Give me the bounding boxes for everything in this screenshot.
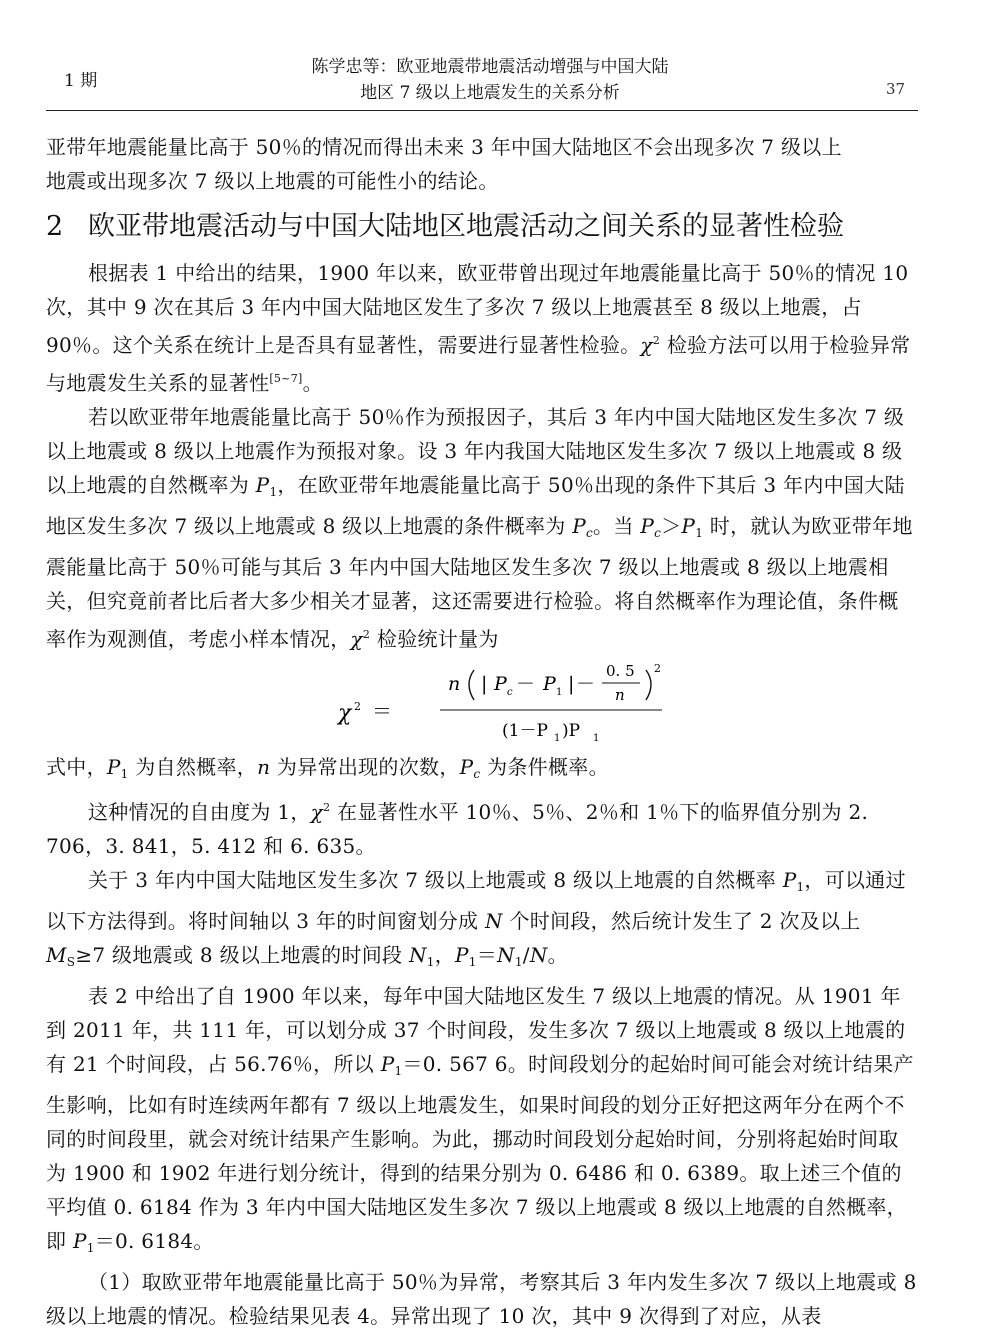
formula-Pc: P (494, 673, 507, 695)
header-rule (46, 110, 918, 111)
text-run: ≥7 级地震或 8 级以上地震的时间段 (75, 943, 409, 967)
formula-paren-open (469, 670, 474, 700)
running-title (210, 54, 770, 106)
text-run: （1）取欧亚带年地震能量比高于 50％为异常，考察其后 3 年内发生多次 7 级以上地震或 8 级以上地震的情况。检验结果见表 4。异常出现了 10 次，其中 9 次得到了对应，从表 (46, 1270, 917, 1328)
formula-den-sub2: 1 (593, 733, 600, 744)
formula-chi: χ (338, 701, 352, 726)
text-run: 。当 (593, 514, 641, 538)
greater-than: ＞ (661, 514, 682, 538)
chi-square-formula (46, 656, 918, 750)
section-title: 欧亚带地震活动与中国大陆地区地震活动之间关系的显著性检验 (88, 211, 844, 242)
citation-ref: [5~7] (269, 372, 303, 385)
subscript: c (654, 526, 662, 540)
symbol-P: P (455, 943, 469, 967)
chi-symbol: χ (350, 627, 363, 651)
text-run: 表 2 中给出了自 1900 年以来，每年中国大陆地区发生 7 级以上地震的情况。从 1901 年到 2011 年，共 111 年，可以划分成 37 个时间段，发生多次 7 级以上地震或 8 级以上地震的有 21 个时间段，占 56.76％，所以 (46, 984, 906, 1076)
paragraph-critical-values (46, 791, 918, 863)
subscript: 1 (120, 767, 129, 781)
formula-den-sub1: 1 (554, 733, 561, 744)
symbol-P: P (380, 1052, 395, 1076)
symbol-P: P (572, 514, 587, 538)
symbol-P: P (72, 1229, 87, 1253)
text-run: 若以欧亚带年地震能量比高于 50％作为预报因子，其后 3 年内中国大陆地区发生多次 7 级以上地震或 8 级以上地震作为预报对象。设 3 年内我国大陆地区发生多次 7 级以上地震或 8 级以上地震的自然概率为 (46, 405, 905, 497)
text-run: 式中， (46, 755, 107, 779)
text-run: 关于 3 年内中国大陆地区发生多次 7 级以上地震或 8 级以上地震的自然概率 (88, 868, 783, 892)
symbol-N: N (497, 943, 515, 967)
text-run: / (522, 943, 530, 967)
intro-paragraph (46, 130, 918, 198)
text-run: 检验方法可以用于检验异常与地震发生关系的显著性 (46, 333, 911, 395)
text-run: ，在欧亚带年地震能量比高于 50％出现的条件下其后 3 年内中国大陆地区发生多次 7 级以上地震或 8 级以上地震的条件概率为 (46, 473, 905, 538)
chi-symbol: χ (640, 333, 653, 357)
formula-denominator: (1－P (502, 721, 548, 741)
text-run: 为异常出现的次数， (270, 755, 460, 779)
text-run: ＝ (476, 943, 498, 967)
section-heading (46, 206, 918, 248)
paragraph-prediction-factor (46, 400, 918, 656)
text-run: 为自然概率， (128, 755, 258, 779)
subscript: 1 (468, 955, 477, 969)
symbol-P: P (782, 868, 797, 892)
superscript: 2 (362, 628, 371, 641)
symbol-P: P (255, 473, 270, 497)
text-run: 。 (547, 943, 568, 967)
text-run: ＝0. 6184。 (94, 1229, 214, 1253)
paragraph-table2-statistics (46, 979, 918, 1265)
intro-line-2: 地震或出现多次 7 级以上地震的可能性小的结论。 (46, 169, 499, 193)
subscript: 1 (695, 526, 704, 540)
running-title-line1: 陈学忠等：欧亚地震带地震活动增强与中国大陆 (311, 57, 669, 77)
text-run: ， (434, 943, 456, 967)
symbol-P: P (106, 755, 121, 779)
formula-abs-open: | (481, 673, 488, 695)
subscript: c (473, 767, 481, 781)
chi-symbol: χ (310, 800, 324, 824)
text-run: 。 (302, 371, 323, 395)
subscript: c (586, 526, 594, 540)
text-run: 检验统计量为 (370, 627, 499, 651)
subscript: 1 (796, 880, 805, 894)
paragraph-chi-square-intro (46, 256, 918, 400)
symbol-N: N (485, 909, 503, 933)
text-run: 个时间段，然后统计发生了 2 次及以上 (502, 909, 861, 933)
journal-issue: 1 期 (64, 71, 98, 91)
subscript: 1 (426, 955, 435, 969)
intro-line-1: 亚带年地震能量比高于 50％的情况而得出未来 3 年中国大陆地区不会出现多次 7 级以上 (46, 135, 842, 159)
article-body (46, 130, 918, 1333)
symbol-M: M (46, 943, 67, 967)
symbol-N: N (529, 943, 548, 967)
formula-minus-1: － (516, 673, 536, 695)
subscript: 1 (86, 1241, 95, 1255)
symbol-P: P (640, 514, 655, 538)
symbol-P: P (459, 755, 474, 779)
formula-minus-2: － (576, 673, 596, 695)
formula-chi-sup: 2 (354, 700, 361, 713)
text-run: ＝0. 567 6。时间段划分的起始时间可能会对统计结果产生影响，比如有时连续两年都有 7 级以上地震发生，如果时间段的划分正好把这两年分在两个不同的时间段里，就会对统计结果产生影响。为此，挪动时间段划分起始时间，分别将起始时间取为 1900 和 1902 年进行划分统计，得到的结果分别为 0. 6486 和 0. 6389。取上述三个值的平均值 0. 6184 作为 3 年内中国大陆地区发生多次 7 级以上地震或 8 级以上地震的自然概率，即 (46, 1052, 914, 1253)
subscript: 1 (514, 955, 523, 969)
symbol-n: n (257, 755, 271, 779)
formula-equals: ＝ (372, 699, 392, 723)
formula-P1: P (543, 673, 556, 695)
formula-paren-close (646, 670, 651, 700)
text-run: 根据表 1 中给出的结果，1900 年以来，欧亚带曾出现过年地震能量比高于 50％的情况 10 次，其中 9 次在其后 3 年内中国大陆地区发生了多次 7 级以上地震甚至 8 级以上地震，占 90％。这个关系在统计上是否具有显著性，需要进行显著性检验。 (46, 261, 909, 357)
superscript: 2 (323, 801, 331, 814)
formula-abs-close: | (568, 673, 575, 695)
paragraph-test-case-1 (46, 1265, 918, 1333)
symbol-P: P (681, 514, 696, 538)
symbol-N: N (408, 943, 427, 967)
text-run: 在显著性水平 10％、5％、2％和 1％下的临界值分别为 2. 706，3. 841，5. 412 和 6. 635。 (46, 800, 869, 858)
formula-half: 0. 5 (606, 662, 635, 680)
text-run: 这种情况的自由度为 1， (88, 800, 311, 824)
section-number: 2 (46, 211, 64, 242)
formula-graphic (336, 656, 676, 750)
paragraph-formula-legend (46, 750, 918, 791)
formula-denominator-tail: )P (562, 721, 581, 741)
formula-n: n (448, 673, 461, 695)
text-run: ，可以通过以下方法得到。将时间轴以 3 年的时间窗划分成 (46, 868, 906, 933)
text-run: 为条件概率。 (480, 755, 609, 779)
formula-P1-sub: 1 (556, 687, 563, 698)
formula-inner-n: n (615, 686, 625, 704)
subscript: 1 (394, 1064, 403, 1078)
formula-square: 2 (654, 662, 661, 675)
paragraph-natural-probability (46, 863, 918, 979)
subscript: 1 (269, 485, 278, 499)
running-title-line2: 地区 7 级以上地震发生的关系分析 (360, 83, 620, 103)
page-number: 37 (886, 80, 906, 98)
text-run: 时，就认为欧亚带年地震能量比高于 50％可能与其后 3 年内中国大陆地区发生多次 7 级以上地震或 8 级以上地震相关，但究竟前者比后者大多少相关才显著，这还需要进行检验。将自然概率作为理论值，条件概率作为观测值，考虑小样本情况， (46, 514, 913, 651)
formula-Pc-sub: c (507, 687, 513, 698)
superscript: 2 (652, 334, 661, 347)
subscript: S (66, 955, 76, 969)
